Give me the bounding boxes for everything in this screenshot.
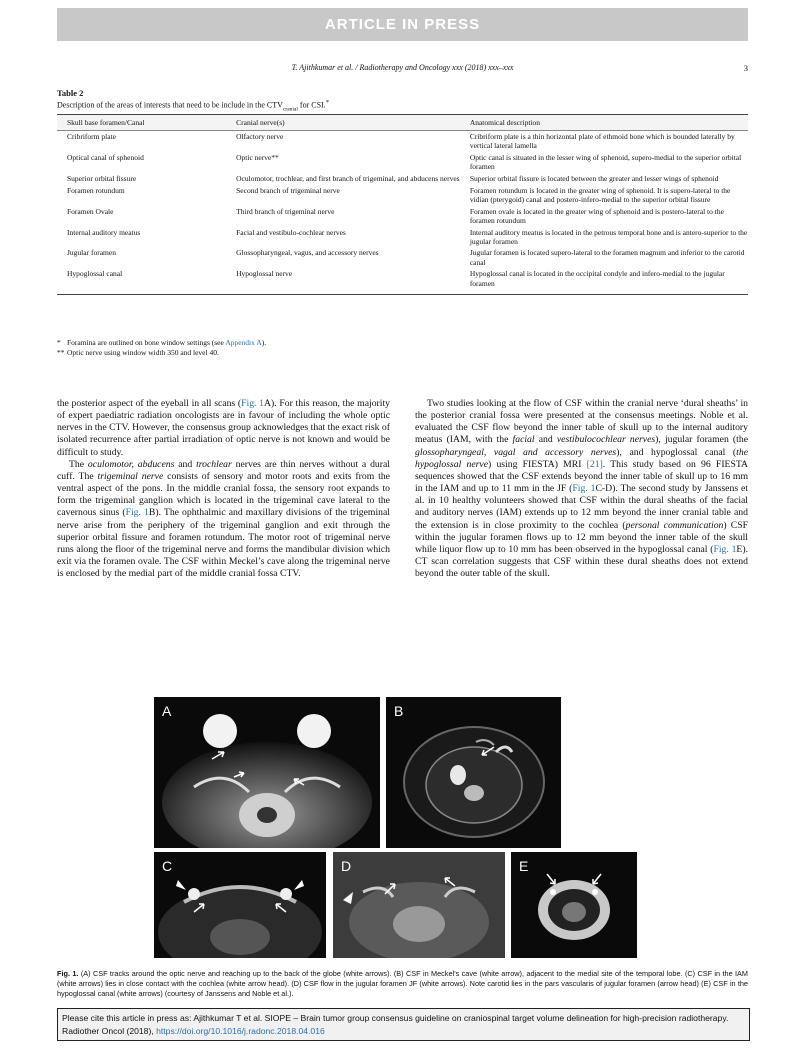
figure-reference-link[interactable]: Fig. 1	[241, 398, 265, 409]
text-run: the posterior aspect of the eyeball in all scans (	[57, 398, 242, 409]
cell-foramen: Optical canal of sphenoid	[67, 153, 144, 163]
text-run: and	[534, 434, 557, 446]
cell-description: Foramen ovale is located in the greater wing of sphenoid and is postero-lateral to the foramen rotundum	[469, 206, 724, 225]
cell-foramen: Cribriform plate	[67, 132, 116, 142]
table-caption-end: for CSI.	[297, 100, 326, 110]
text-run: facial	[512, 434, 535, 446]
figure-panel-e	[511, 852, 637, 958]
figure-caption	[57, 969, 748, 1000]
header-nerves: Cranial nerve(s)	[226, 115, 460, 131]
text-run: vestibulocochlear nerves	[556, 434, 656, 446]
figure-reference-link[interactable]: [21]	[586, 458, 603, 470]
cell-description: Foramen rotundum is located in the greater wing of sphenoid. It is supero-lateral to the vidian (pterygoid) canal and postero-infero-medial to the superior orbital fissure	[469, 185, 731, 204]
figure-reference-link[interactable]: Fig. 1	[713, 543, 737, 555]
footnote-1-text: Foramina are outlined on bone window settings (see	[67, 338, 226, 347]
table-row	[57, 131, 748, 152]
table-row	[57, 268, 748, 294]
mri-meckels-cave-image	[386, 697, 561, 848]
mri-iam-image	[154, 852, 326, 958]
text-run: ), jugular foramen (the	[655, 434, 748, 446]
cell-nerves: Olfactory nerve	[236, 132, 284, 142]
table-caption-text: Description of the areas of interests that need to be include in the CTV	[57, 100, 283, 110]
table-row	[57, 185, 748, 206]
panel-label-c: C	[162, 858, 173, 874]
text-run: C-D). The second study by Janssens et al. in 10 healthy volunteers showed that CSF within the dural sheaths of the facial and auditory nerves (IAM) extends up to 12 mm beyond the inner cranial table and the extension is in close proximity to the cochlea (	[415, 483, 748, 531]
footnote-2-mark: **	[57, 348, 65, 357]
text-run: glossopharyngeal, vagal and accessory nerves	[415, 446, 617, 458]
text-run: Two studies looking at the flow of CSF within the cranial nerve ‘dural sheaths’ in the posterior cranial fossa were presented at the consensus meetings. Noble et al. evaluated the CSF flow beyond the inner table of skull up to the internal auditory meatus (IAM, with the	[415, 398, 748, 446]
cell-foramen: Jugular foramen	[67, 248, 116, 258]
panel-label-b: B	[394, 703, 404, 719]
citation-text: Please cite this article in press as: Ajithkumar T et al. SIOPE – Brain tumor group consensus guideline on craniospinal target volume delineation for high-precision radiotherapy. Radiother Oncol (2018),	[62, 1013, 729, 1036]
table-row	[57, 227, 748, 248]
left-paragraph-2	[57, 459, 390, 581]
figure-reference-link[interactable]: Fig. 1	[572, 483, 596, 495]
cell-foramen: Hypoglossal canal	[57, 268, 226, 294]
citation-box	[57, 1008, 750, 1041]
appendix-link[interactable]: Appendix A	[225, 338, 262, 347]
footnote-1-end: ).	[261, 338, 267, 347]
text-run: E). CT scan correlation suggests that CSF within these dural sheaths does not extend beyond the outer table of the skull.	[415, 543, 748, 580]
text-run: The	[69, 458, 88, 470]
page-number: 3	[743, 63, 748, 73]
left-column	[57, 398, 390, 580]
right-column	[415, 398, 748, 580]
mri-jugular-foramen-image	[333, 852, 505, 958]
text-run: B). The ophthalmic and maxillary divisions of the trigeminal nerve arise from the periphery of the trigeminal ganglion and exit through the superior orbital fissure and foramen rotundum. The motor root of trigeminal nerve runs along the floor of the trigeminal nerve and forms the mandibular division which exit via the foramen ovale. The CSF within Meckel’s cave along the trigeminal nerve is enclosed by the medial part of the middle cranial fossa CTV.	[57, 507, 390, 580]
cell-nerves: Glossopharyngeal, vagus, and accessory nerves	[236, 248, 379, 258]
left-paragraph-1	[57, 398, 390, 459]
table-row	[57, 206, 748, 227]
header-foramen: Skull base foramen/Canal	[57, 115, 226, 131]
text-run: consists of sensory and motor roots and exits from the ventral aspect of the pons. In the middle cranial fossa, the sensory root expands to form the trigeminal ganglion which is located in the trigeminal cave lateral to the cavernous sinus (	[57, 470, 390, 519]
figure-panel-c	[154, 852, 326, 958]
table-row	[57, 173, 748, 185]
panel-label-d: D	[341, 858, 352, 874]
text-run: and	[174, 458, 197, 470]
cell-nerves: Hypoglossal nerve	[226, 268, 460, 294]
panel-label-a: A	[162, 703, 172, 719]
figure-caption-text: (A) CSF tracks around the optic nerve and reaching up to the back of the globe (white arrows). (B) CSF in Meckel’s cave (white arrow), adjacent to the medial site of the temporal lobe. (C) CSF in the IAM (white arrows) lies in close contact with the cochlea (white arrow head). (D) CSF flow in the jugular foramen JF (white arrows). Note carotid lies in the pars vascularis of jugular foramen (arrow head) (E) CSF in the hypoglossal canal (white arrows) (courtesy of Janssens and Noble et al.).	[57, 969, 748, 999]
figure-caption-lead: Fig. 1.	[57, 969, 79, 978]
article-in-press-banner: ARTICLE IN PRESS	[57, 8, 748, 41]
mri-axial-orbits-image	[154, 697, 380, 848]
text-run: A). For this reason, the majority of expert paediatric radiation oncologists are in favour of including the whole optic nerves in the CTV. However, the consensus group acknowledges that the exact risk of isolated recurrence after partial irradiation of optic nerve is not known and would be difficult to study.	[57, 398, 390, 458]
text-run: ) using FIESTA) MRI	[488, 458, 587, 470]
cell-description: Cribriform plate is a thin horizontal plate of ethmoid bone which is bounded laterally by vertical lateral lamella	[469, 132, 735, 151]
table-caption-mark: *	[325, 99, 330, 106]
table-header-row	[57, 115, 748, 131]
text-run: . This study based on 96 FIESTA sequences showed that the CSF extends beyond the inner table of skull up to 16 mm in the IAM and up to 11 mm in the JF (	[415, 458, 748, 495]
running-head: T. Ajithkumar et al. / Radiotherapy and Oncology xxx (2018) xxx–xxx	[291, 63, 514, 72]
panel-label-e: E	[519, 858, 529, 874]
cell-foramen: Foramen Ovale	[67, 206, 114, 216]
foramina-table	[57, 114, 748, 295]
cell-foramen: Internal auditory meatus	[67, 227, 141, 237]
cell-foramen: Foramen rotundum	[67, 185, 125, 195]
text-run: personal communication	[625, 519, 724, 531]
cell-nerves: Optic nerve**	[236, 153, 279, 163]
cell-description: Jugular foramen is located supero-lateral to the foramen magnum and inferior to the carotid canal	[469, 248, 745, 267]
table-footnote-2	[57, 348, 219, 357]
table-caption	[57, 99, 329, 112]
text-run: nerves are thin nerves without a dural cuff. The	[57, 458, 390, 482]
table-caption-subscript: cranial	[282, 106, 298, 113]
cell-description: Hypoglossal canal is located in the occipital condyle and infero-medial to the jugular foramen	[460, 268, 748, 294]
figure-panel-d	[333, 852, 505, 958]
mri-hypoglossal-canal-image	[511, 852, 637, 958]
footnote-1-mark: *	[57, 338, 61, 347]
header-description: Anatomical description	[460, 115, 748, 131]
figure-panel-b	[386, 697, 561, 848]
footnote-2-text: Optic nerve using window width 350 and level 40.	[67, 348, 219, 357]
text-run: trochlear	[196, 458, 232, 470]
cell-description: Internal auditory meatus is located in the petrous temporal bone and is antero-superior to the jugular foramen	[469, 227, 748, 246]
doi-link[interactable]: https://doi.org/10.1016/j.radonc.2018.04.016	[156, 1025, 325, 1036]
figure-panel-a	[154, 697, 380, 848]
figure-reference-link[interactable]: Fig. 1	[125, 507, 149, 519]
right-paragraph-1	[415, 398, 748, 580]
text-run: ), and hypoglossal canal (	[616, 446, 737, 458]
table-row	[57, 247, 748, 268]
cell-nerves: Facial and vestibulo-cochlear nerves	[236, 227, 346, 237]
table-row	[57, 152, 748, 173]
cell-nerves: Third branch of trigeminal nerve	[236, 206, 335, 216]
table-footnote-1	[57, 338, 266, 347]
cell-nerves: Oculomotor, trochlear, and first branch of trigeminal, and abducens nerves	[236, 174, 460, 184]
text-run: oculomotor, abducens	[87, 458, 175, 470]
cell-description: Optic canal is situated in the lesser wing of sphenoid, supero-medial to the superior orbital foramen	[469, 153, 742, 172]
text-run: ) CSF within the jugular foramen flows up to 12 mm beyond the inner table of the skull while liquor flow up to 10 mm has been observed in the hypoglossal canal (	[415, 519, 749, 555]
cell-nerves: Second branch of trigeminal nerve	[236, 185, 340, 195]
table-title: Table 2	[57, 88, 84, 98]
cell-foramen: Superior orbital fissure	[67, 174, 137, 184]
cell-description: Superior orbital fissure is located between the greater and lesser wings of sphenoid	[469, 174, 719, 184]
text-run: trigeminal nerve	[97, 470, 164, 482]
text-run: the hypoglossal nerve	[415, 446, 748, 470]
